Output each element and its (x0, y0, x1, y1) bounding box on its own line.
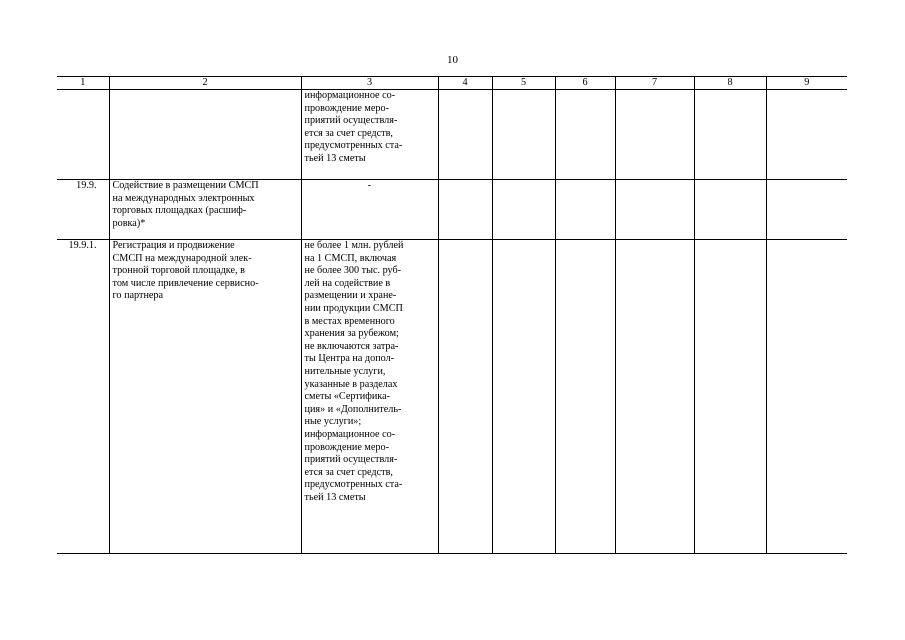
row-continued-col4 (438, 90, 492, 180)
page-number: 10 (447, 54, 458, 66)
cell-text-line: тьей 13 сметы (304, 152, 366, 164)
column-header-4: 4 (438, 77, 492, 90)
row-19-9-1-col5 (492, 240, 555, 554)
cell-text-line: на 1 СМСП, включая (304, 252, 397, 264)
cell-text-line: не более 300 тыс. руб- (304, 265, 402, 277)
row-continued-number-cell (57, 90, 109, 180)
cell-text-line: провождение меро- (304, 441, 389, 453)
table-row-19-9-1 (57, 240, 847, 554)
row-19-9-1-conditions-cell (301, 240, 438, 554)
cell-text-line: Содействие в размещении СМСП (112, 180, 259, 191)
row-19-9-col9 (766, 180, 847, 240)
row-19-9-1-col4 (438, 240, 492, 554)
cell-text-line: ты Центра на допол- (304, 353, 395, 365)
row-19-9-name-cell (109, 180, 301, 240)
column-header-7: 7 (615, 77, 694, 90)
row-continued-name-cell (109, 90, 301, 180)
row-continued-conditions-cell (301, 90, 438, 180)
row-19-9-1-col8 (694, 240, 766, 554)
row-19-9-1-number: 19.9.1. (57, 240, 109, 554)
row-19-9-col8 (694, 180, 766, 240)
table-header-row (57, 77, 847, 90)
cell-text-line: ровка)* (112, 217, 146, 229)
row-continued-col5 (492, 90, 555, 180)
cell-text-line: тронной торговой площадке, в (112, 265, 245, 277)
row-19-9-col5 (492, 180, 555, 240)
cell-text-line: приятий осуществля- (304, 454, 398, 466)
row-continued-col8 (694, 90, 766, 180)
cell-text-line: нии продукции СМСП (304, 302, 403, 314)
estimate-table (57, 76, 847, 554)
cell-text-line: на международных электронных (112, 192, 255, 204)
cell-text-line: предусмотренных ста- (304, 479, 403, 491)
column-header-5: 5 (492, 77, 555, 90)
cell-text-line: провождение меро- (304, 102, 389, 114)
cell-text-line: сметы «Сертифика- (304, 391, 390, 403)
cell-text-line: торговых площадках (расшиф- (112, 205, 247, 217)
column-header-1: 1 (57, 77, 109, 90)
table-row-continued (57, 90, 847, 180)
cell-text-line: том числе привлечение сервисно- (112, 277, 259, 289)
cell-text-line: нительные услуги, (304, 365, 386, 377)
row-19-9-1-name-cell (109, 240, 301, 554)
row-19-9-1-col9 (766, 240, 847, 554)
row-continued-col6 (555, 90, 615, 180)
column-header-6: 6 (555, 77, 615, 90)
row-19-9-conditions-cell: - (301, 180, 438, 240)
row-19-9-col4 (438, 180, 492, 240)
cell-text-line: информационное со- (304, 90, 396, 101)
row-19-9-1-col7 (615, 240, 694, 554)
row-continued-col7 (615, 90, 694, 180)
cell-text-line: го партнера (112, 290, 164, 302)
cell-text-line: указанные в разделах (304, 378, 398, 390)
row-continued-col9 (766, 90, 847, 180)
column-header-9: 9 (766, 77, 847, 90)
cell-text-line: лей на содействие в (304, 277, 391, 289)
cell-text-line: СМСП на международной элек- (112, 252, 252, 264)
row-19-9-1-col6 (555, 240, 615, 554)
cell-text-line: приятий осуществля- (304, 115, 398, 127)
cell-text-line: хранения за рубежом; (304, 328, 399, 340)
cell-text-line: не включаются затра- (304, 340, 399, 352)
column-header-8: 8 (694, 77, 766, 90)
cell-text-line: информационное со- (304, 428, 396, 440)
table-row-19-9 (57, 180, 847, 240)
row-19-9-col7 (615, 180, 694, 240)
column-header-3: 3 (301, 77, 438, 90)
cell-text-line: ется за счет средств, (304, 127, 393, 139)
cell-text-line: ция» и «Дополнитель- (304, 403, 402, 415)
cell-text-line: предусмотренных ста- (304, 140, 403, 152)
row-19-9-number: 19.9. (57, 180, 109, 240)
cell-text-line: Регистрация и продвижение (112, 240, 235, 251)
cell-text-line: размещении и хране- (304, 290, 397, 302)
cell-text-line: ется за счет средств, (304, 466, 393, 478)
column-header-2: 2 (109, 77, 301, 90)
row-19-9-col6 (555, 180, 615, 240)
cell-text-line: ные услуги»; (304, 416, 362, 428)
cell-text-line: в местах временного (304, 315, 395, 327)
cell-text-line: тьей 13 сметы (304, 491, 366, 503)
cell-text-line: не более 1 млн. рублей (304, 240, 404, 251)
